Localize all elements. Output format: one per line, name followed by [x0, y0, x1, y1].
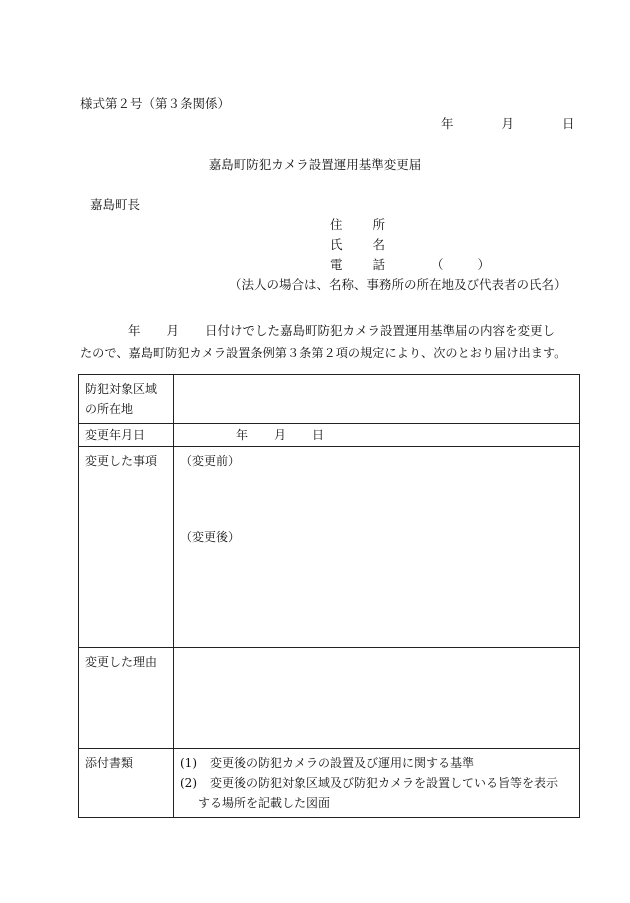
after-label: （変更後） — [180, 530, 241, 544]
applicant-phone-label — [330, 259, 490, 272]
address-label-char: 住 — [330, 217, 343, 232]
applicant-address-label — [330, 219, 385, 232]
location-label — [79, 375, 174, 424]
notice-body — [80, 320, 567, 364]
reason-row — [79, 648, 580, 749]
attachments-list — [174, 749, 580, 818]
date-year: 年 — [441, 116, 454, 131]
attachment-item — [180, 753, 573, 773]
corporation-note: （法人の場合は、名称、事務所の所在地及び代表者の氏名） — [229, 277, 567, 292]
change-date-day: 日 — [312, 428, 325, 442]
location-value[interactable] — [174, 375, 580, 424]
before-label: （変更前） — [180, 454, 241, 468]
applicant-name-label — [330, 239, 385, 252]
notice-line-2: たので、嘉島町防犯カメラ設置条例第３条第２項の規定により、次のとおり届け出ます。 — [80, 346, 567, 360]
date-day: 日 — [561, 116, 575, 131]
location-row — [79, 375, 580, 424]
submission-date — [441, 118, 574, 131]
document-title: 嘉島町防犯カメラ設置運用基準変更届 — [208, 157, 422, 172]
body-month: 月 — [166, 323, 180, 338]
change-date-month: 月 — [274, 428, 287, 442]
addressee: 嘉島町長 — [90, 197, 141, 212]
location-label-line2: の所在地 — [85, 402, 134, 416]
change-date-year: 年 — [236, 428, 249, 442]
attachment-item — [180, 773, 573, 813]
attachments-label: 添付書類 — [79, 749, 174, 818]
name-label-char: 氏 — [330, 237, 343, 252]
form-number: 様式第２号（第３条関係） — [80, 96, 231, 111]
address-label-char: 所 — [372, 217, 385, 232]
date-month: 月 — [501, 116, 514, 131]
attachment-number: (2) — [180, 776, 197, 790]
change-date-row — [79, 424, 580, 447]
attachment-number: (1) — [180, 756, 197, 770]
changed-items-value[interactable] — [174, 447, 580, 648]
attachment-text: 変更後の防犯カメラの設置及び運用に関する基準 — [210, 756, 475, 770]
attachment-text: 変更後の防犯対象区域及び防犯カメラを設置している旨等を表示 — [210, 776, 559, 790]
phone-label-char: 話 — [372, 257, 385, 272]
changed-items-row — [79, 447, 580, 648]
notice-line-1 — [80, 320, 560, 342]
phone-label-char: 電 — [330, 257, 343, 272]
phone-paren-close: ） — [477, 257, 490, 272]
body-year: 年 — [128, 323, 141, 338]
body-line1-rest: 日付けでした嘉島町防犯カメラ設置運用基準届の内容を変更し — [205, 323, 556, 338]
attachment-text-continued: する場所を記載した図面 — [198, 796, 331, 810]
reason-label: 変更した理由 — [79, 648, 174, 749]
change-form-table — [78, 374, 580, 818]
name-label-char: 名 — [372, 237, 385, 252]
reason-value[interactable] — [174, 648, 580, 749]
location-label-line1: 防犯対象区域 — [85, 382, 158, 396]
change-date-value[interactable] — [174, 424, 580, 447]
phone-paren-open: （ — [430, 257, 444, 272]
changed-items-label: 変更した事項 — [79, 447, 174, 648]
attachments-row — [79, 749, 580, 818]
change-date-label: 変更年月日 — [79, 424, 174, 447]
